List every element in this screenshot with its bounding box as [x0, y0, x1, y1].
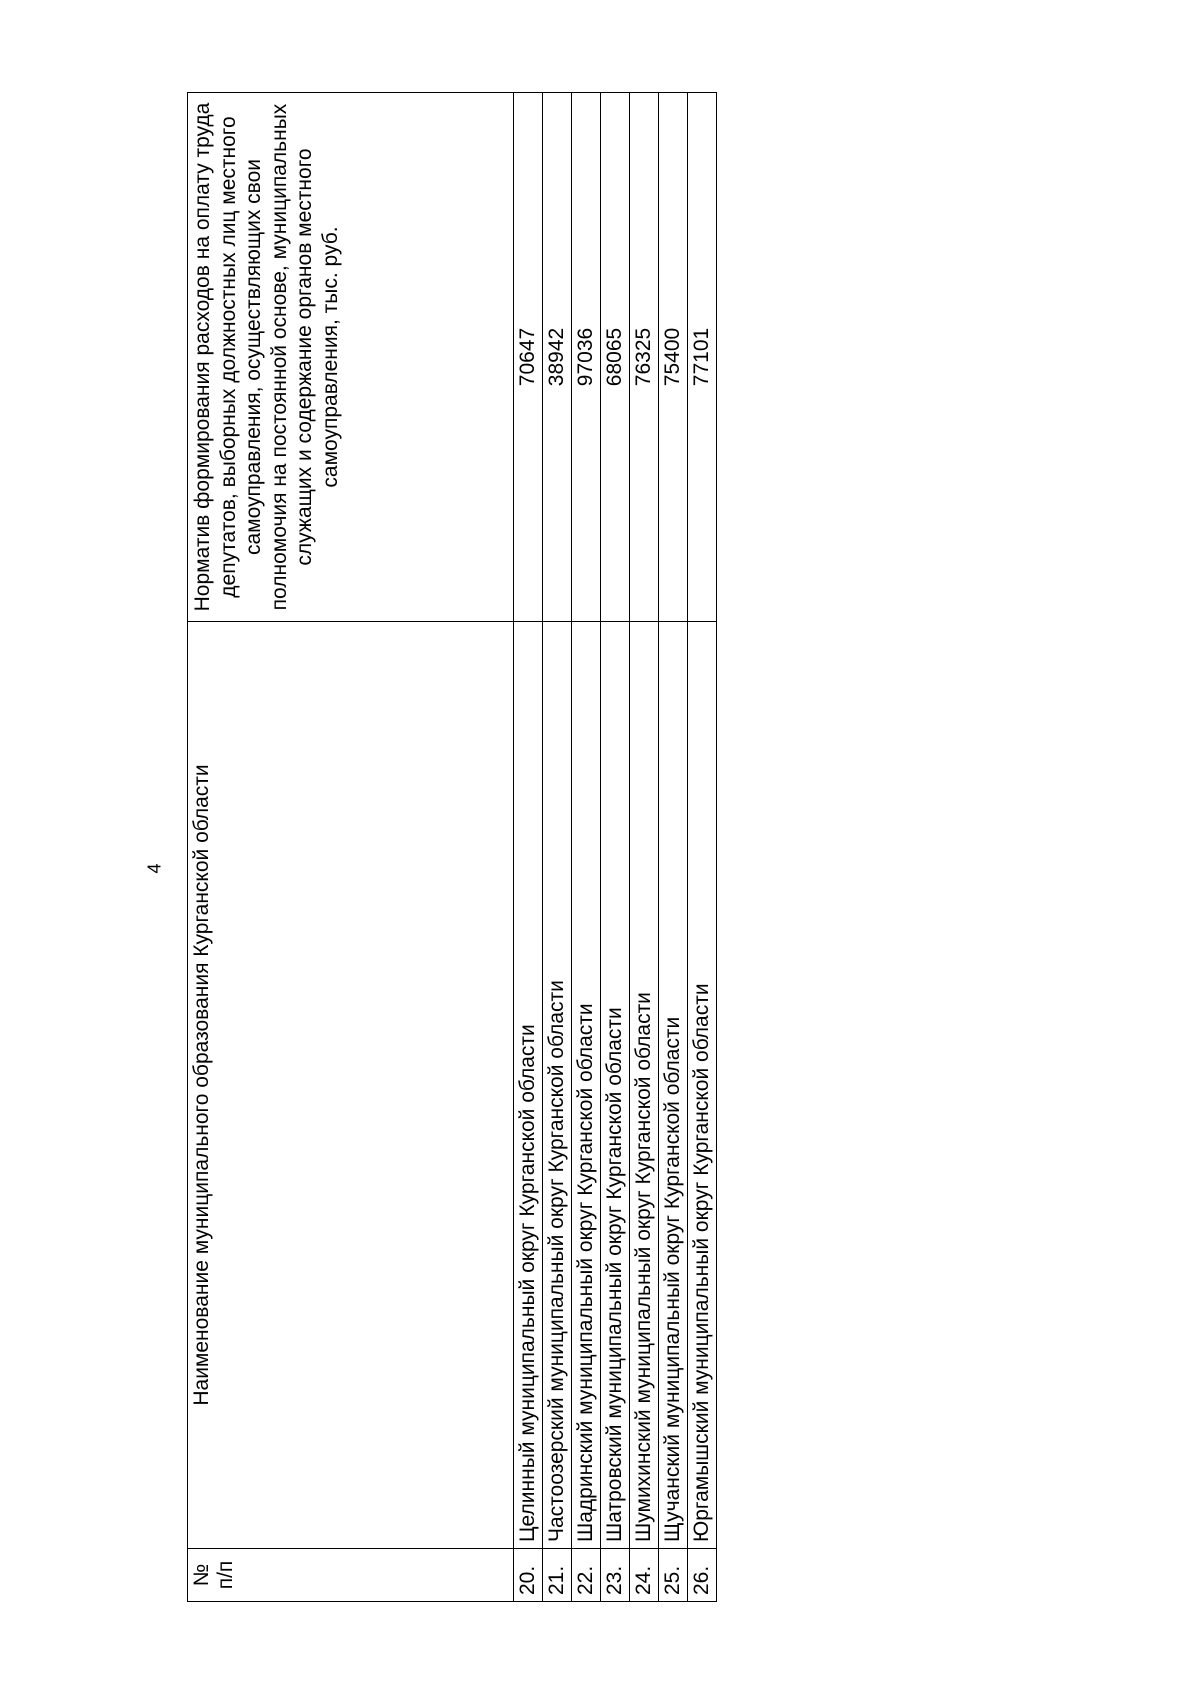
row-value: 38942 — [543, 93, 572, 622]
header-number-abbrev: п/п — [214, 1560, 237, 1590]
header-number-symbol: № — [190, 1563, 213, 1587]
row-number: 21. — [543, 1549, 572, 1602]
table-header-row — [188, 93, 514, 1602]
row-name: Целинный муниципальный округ Курганской области — [514, 622, 543, 1549]
row-value: 70647 — [514, 93, 543, 622]
row-name: Шадринский муниципальный округ Курганской области — [572, 622, 601, 1549]
data-table — [187, 92, 717, 1602]
header-norm: Норматив формирования расходов на оплату труда депутатов, выборных должностных лиц местного самоуправления, осуществляющих свои полномочия на постоянной основе, муниципальных служащих и содержание органов местного самоуправления, тыс. руб. — [188, 93, 514, 622]
row-number: 25. — [659, 1549, 688, 1602]
table-container — [187, 102, 713, 1602]
row-value: 77101 — [688, 93, 717, 622]
row-value: 75400 — [659, 93, 688, 622]
row-number: 24. — [630, 1549, 659, 1602]
table-row — [572, 93, 601, 1602]
row-value: 97036 — [572, 93, 601, 622]
row-number: 20. — [514, 1549, 543, 1602]
row-name: Щучанский муниципальный округ Курганской области — [659, 622, 688, 1549]
header-name: Наименование муниципального образования Курганской области — [188, 622, 514, 1549]
table-row — [688, 93, 717, 1602]
row-name: Шумихинский муниципальный округ Курганской области — [630, 622, 659, 1549]
row-number: 23. — [601, 1549, 630, 1602]
header-number — [188, 1549, 514, 1602]
table-row — [659, 93, 688, 1602]
page-number: 4 — [144, 863, 165, 874]
row-number: 22. — [572, 1549, 601, 1602]
row-number: 26. — [688, 1549, 717, 1602]
table-row — [543, 93, 572, 1602]
row-name: Юргамышский муниципальный округ Курганской области — [688, 622, 717, 1549]
table-row — [514, 93, 543, 1602]
row-value: 68065 — [601, 93, 630, 622]
row-value: 76325 — [630, 93, 659, 622]
table-row — [630, 93, 659, 1602]
row-name: Частоозерский муниципальный округ Курганской области — [543, 622, 572, 1549]
row-name: Шатровский муниципальный округ Курганской области — [601, 622, 630, 1549]
table-row — [601, 93, 630, 1602]
